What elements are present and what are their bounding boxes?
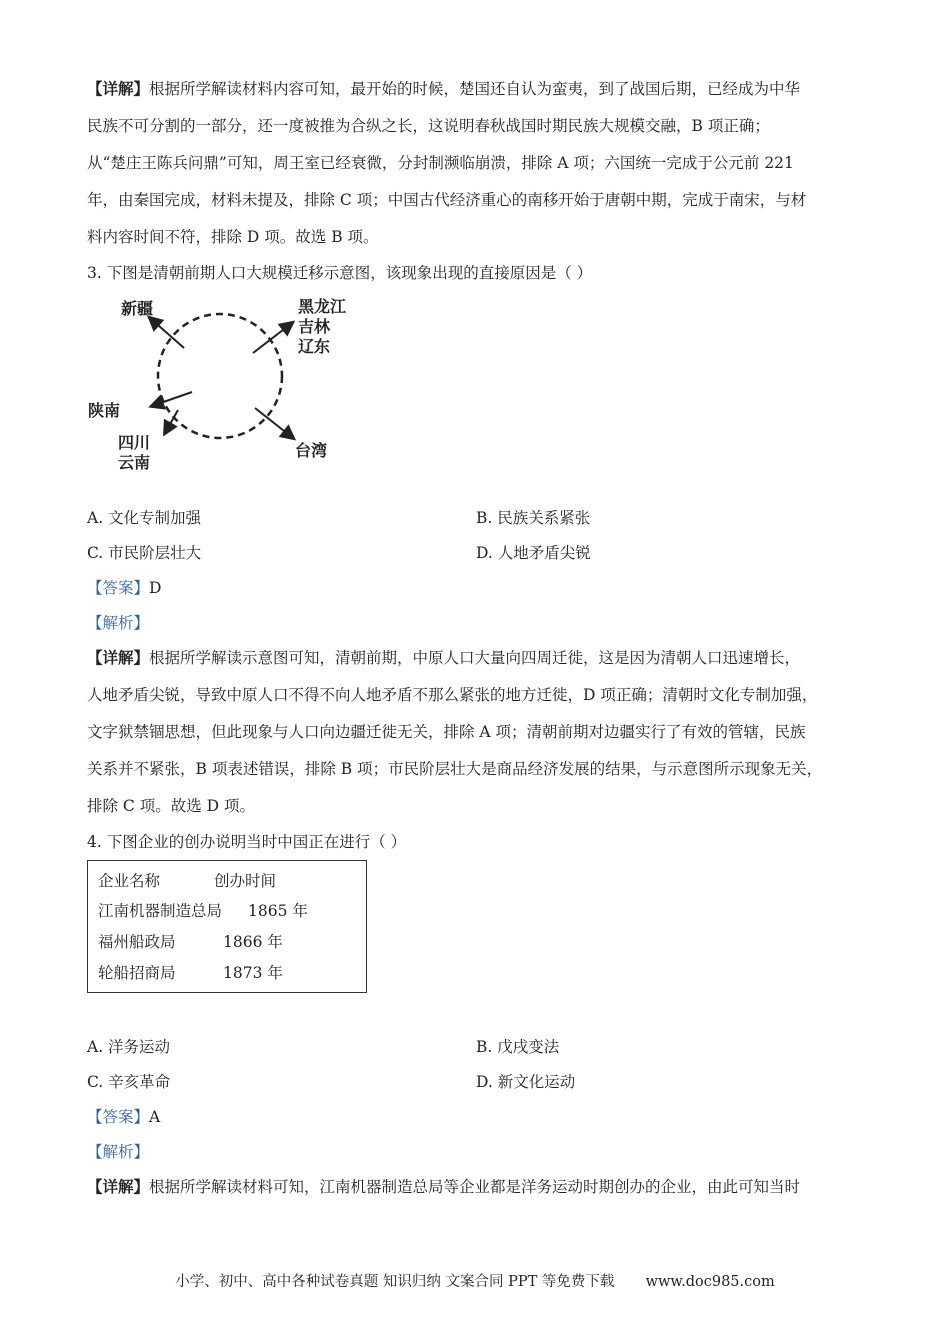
label-shannan: 陕南 xyxy=(88,401,121,420)
label-yunnan: 云南 xyxy=(118,453,151,472)
q4-option-b: B. 戊戌变法 xyxy=(476,1038,560,1056)
arrow-sichuan xyxy=(165,410,178,433)
footer-url[interactable]: www.doc985.com xyxy=(645,1274,775,1290)
table-row: 轮船招商局 xyxy=(98,964,176,982)
q3-option-d: D. 人地矛盾尖锐 xyxy=(476,544,591,562)
table-cell: 1866 年 xyxy=(223,933,283,951)
label-jilin: 吉林 xyxy=(298,317,331,336)
detail-paragraph-line: 从“楚庄王陈兵问鼎”可知，周王室已经衰微，分封制濒临崩溃，排除 A 项；六国统一完成于公元前 221 xyxy=(87,154,794,172)
table-header: 企业名称 xyxy=(98,872,161,890)
q3-detail-line: 关系并不紧张，B 项表述错误，排除 B 项；市民阶层壮大是商品经济发展的结果，与示意图所示现象无关， xyxy=(87,760,823,778)
q3-detail-line: 人地矛盾尖锐，导致中原人口不得不向人地矛盾不那么紧张的地方迁徙，D 项正确；清朝时文化专制加强， xyxy=(87,686,818,704)
arrow-shannan xyxy=(152,392,192,406)
table-cell: 1865 年 xyxy=(248,902,308,920)
q3-detail-line: 排除 C 项。故选 D 项。 xyxy=(87,797,255,815)
migration-diagram xyxy=(88,288,370,478)
label-heilongjiang: 黑龙江 xyxy=(298,297,347,316)
q4-option-d: D. 新文化运动 xyxy=(476,1073,576,1091)
detail-tag: 【详解】 xyxy=(87,79,150,98)
detail-paragraph-line: 年，由秦国完成，材料未提及，排除 C 项；中国古代经济重心的南移开始于唐朝中期，完成于南宋，与材 xyxy=(87,191,807,209)
q4-answer: 【答案】A xyxy=(87,1108,161,1126)
q3-detail-line: 【详解】根据所学解读示意图可知，清朝前期，中原人口大量向四周迁徙，这是因为清朝人口迅速增长， xyxy=(87,648,801,667)
page-footer xyxy=(0,1270,950,1291)
q3-analysis-tag: 【解析】 xyxy=(87,614,150,632)
q4-analysis-tag: 【解析】 xyxy=(87,1143,150,1161)
q3-option-c: C. 市民阶层壮大 xyxy=(87,544,202,562)
q3-option-a: A. 文化专制加强 xyxy=(87,509,202,527)
table-header-cell: 创办时间 xyxy=(214,872,277,890)
central-plains-circle xyxy=(158,314,282,438)
table-row: 福州船政局 xyxy=(98,933,176,951)
q4-detail-line: 【详解】根据所学解读材料可知，江南机器制造总局等企业都是洋务运动时期创办的企业，由此可知当时 xyxy=(87,1177,801,1196)
label-taiwan: 台湾 xyxy=(295,441,328,460)
table-cell: 1873 年 xyxy=(223,964,283,982)
footer-text: 小学、初中、高中各种试卷真题 知识归纳 文案合同 PPT 等免费下载 xyxy=(175,1274,615,1290)
question-4-stem: 4. 下图企业的创办说明当时中国正在进行（ ） xyxy=(87,833,407,851)
q4-option-a: A. 洋务运动 xyxy=(87,1038,171,1056)
arrow-northeast xyxy=(253,323,292,353)
table-row: 江南机器制造总局 xyxy=(98,902,223,920)
detail-paragraph-line: 料内容时间不符，排除 D 项。故选 B 项。 xyxy=(87,228,379,246)
detail-paragraph-line: 民族不可分割的一部分，还一度被推为合纵之长，这说明春秋战国时期民族大规模交融，B 项正确； xyxy=(87,117,770,135)
q4-option-c: C. 辛亥革命 xyxy=(87,1073,171,1091)
q3-option-b: B. 民族关系紧张 xyxy=(476,509,591,527)
detail-paragraph-line: 【详解】根据所学解读材料内容可知，最开始的时候，楚国还自认为蛮夷，到了战国后期，已经成为中华 xyxy=(87,79,801,98)
q3-answer: 【答案】D xyxy=(87,579,162,597)
question-3-stem: 3. 下图是清朝前期人口大规模迁移示意图，该现象出现的直接原因是（ ） xyxy=(87,264,593,282)
label-sichuan: 四川 xyxy=(118,433,151,452)
label-liaodong: 辽东 xyxy=(298,337,331,356)
enterprise-table xyxy=(87,860,367,993)
q3-detail-line: 文字狱禁锢思想，但此现象与人口向边疆迁徙无关，排除 A 项；清朝前期对边疆实行了有效的管辖，民族 xyxy=(87,723,806,741)
label-xinjiang: 新疆 xyxy=(121,299,154,318)
